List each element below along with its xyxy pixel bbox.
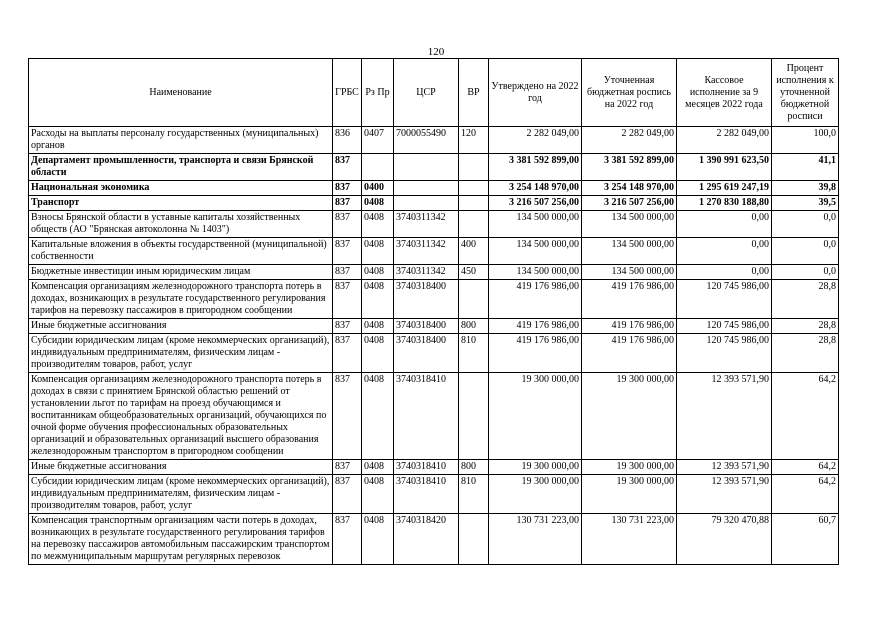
row-vr: 800: [459, 319, 489, 334]
row-vr: [459, 154, 489, 181]
row-grbs: 837: [333, 460, 362, 475]
row-rzpr: 0408: [362, 319, 394, 334]
row-approved: 3 254 148 970,00: [489, 181, 582, 196]
row-grbs: 837: [333, 334, 362, 373]
row-name: Иные бюджетные ассигнования: [29, 460, 333, 475]
row-refined: 2 282 049,00: [582, 127, 677, 154]
row-approved: 2 282 049,00: [489, 127, 582, 154]
row-name: Взносы Брянской области в уставные капиталы хозяйственных обществ (АО "Брянская автоколонна № 1403"): [29, 211, 333, 238]
row-rzpr: 0408: [362, 265, 394, 280]
header-executed: Кассовое исполнение за 9 месяцев 2022 года: [677, 59, 772, 127]
row-executed: 0,00: [677, 211, 772, 238]
row-csr: 3740318410: [394, 475, 459, 514]
row-percent: 0,0: [772, 211, 839, 238]
header-refined: Уточненная бюджетная роспись на 2022 год: [582, 59, 677, 127]
row-percent: 28,8: [772, 319, 839, 334]
row-name: Транспорт: [29, 196, 333, 211]
row-percent: 0,0: [772, 238, 839, 265]
row-approved: 3 216 507 256,00: [489, 196, 582, 211]
row-approved: 134 500 000,00: [489, 265, 582, 280]
row-approved: 134 500 000,00: [489, 238, 582, 265]
row-grbs: 837: [333, 373, 362, 460]
row-refined: 130 731 223,00: [582, 514, 677, 565]
row-name: Субсидии юридическим лицам (кроме некоммерческих организаций), индивидуальным предпринимателям, физическим лицам - производителям товаров, работ, услуг: [29, 334, 333, 373]
row-executed: 12 393 571,90: [677, 460, 772, 475]
row-name: Капитальные вложения в объекты государственной (муниципальной) собственности: [29, 238, 333, 265]
row-executed: 0,00: [677, 238, 772, 265]
row-csr: 3740311342: [394, 211, 459, 238]
row-grbs: 836: [333, 127, 362, 154]
row-name: Иные бюджетные ассигнования: [29, 319, 333, 334]
row-percent: 0,0: [772, 265, 839, 280]
row-percent: 64,2: [772, 475, 839, 514]
row-percent: 41,1: [772, 154, 839, 181]
row-csr: [394, 196, 459, 211]
row-rzpr: [362, 154, 394, 181]
table-row: [29, 154, 839, 181]
row-percent: 28,8: [772, 334, 839, 373]
row-vr: 400: [459, 238, 489, 265]
row-refined: 19 300 000,00: [582, 460, 677, 475]
header-rzpr: Рз Пр: [362, 59, 394, 127]
row-csr: 3740318400: [394, 334, 459, 373]
row-approved: 19 300 000,00: [489, 460, 582, 475]
row-refined: 3 216 507 256,00: [582, 196, 677, 211]
row-name: Департамент промышленности, транспорта и связи Брянской области: [29, 154, 333, 181]
row-grbs: 837: [333, 514, 362, 565]
row-executed: 79 320 470,88: [677, 514, 772, 565]
row-rzpr: 0408: [362, 334, 394, 373]
row-refined: 419 176 986,00: [582, 334, 677, 373]
row-rzpr: 0408: [362, 460, 394, 475]
header-approved: Утверждено на 2022 год: [489, 59, 582, 127]
row-rzpr: 0408: [362, 373, 394, 460]
row-csr: 3740318400: [394, 319, 459, 334]
row-refined: 3 254 148 970,00: [582, 181, 677, 196]
row-approved: 419 176 986,00: [489, 280, 582, 319]
row-csr: 3740318400: [394, 280, 459, 319]
row-refined: 134 500 000,00: [582, 238, 677, 265]
row-name: Расходы на выплаты персоналу государственных (муниципальных) органов: [29, 127, 333, 154]
row-percent: 100,0: [772, 127, 839, 154]
table-row: [29, 514, 839, 565]
budget-table: [28, 58, 839, 565]
row-name: Национальная экономика: [29, 181, 333, 196]
table-row: [29, 280, 839, 319]
row-executed: 1 295 619 247,19: [677, 181, 772, 196]
row-percent: 28,8: [772, 280, 839, 319]
row-grbs: 837: [333, 238, 362, 265]
row-refined: 134 500 000,00: [582, 265, 677, 280]
header-name: Наименование: [29, 59, 333, 127]
row-refined: 19 300 000,00: [582, 475, 677, 514]
row-rzpr: 0408: [362, 238, 394, 265]
row-rzpr: 0408: [362, 280, 394, 319]
table-header-row: [29, 59, 839, 127]
row-vr: 120: [459, 127, 489, 154]
row-refined: 419 176 986,00: [582, 280, 677, 319]
table-row: [29, 127, 839, 154]
row-approved: 19 300 000,00: [489, 373, 582, 460]
row-refined: 134 500 000,00: [582, 211, 677, 238]
table-row: [29, 238, 839, 265]
table-body: [29, 127, 839, 565]
row-approved: 3 381 592 899,00: [489, 154, 582, 181]
row-executed: 120 745 986,00: [677, 319, 772, 334]
row-approved: 19 300 000,00: [489, 475, 582, 514]
row-vr: [459, 196, 489, 211]
row-vr: [459, 280, 489, 319]
row-vr: 810: [459, 475, 489, 514]
row-vr: [459, 514, 489, 565]
header-percent: Процент исполнения к уточненной бюджетной росписи: [772, 59, 839, 127]
row-executed: 0,00: [677, 265, 772, 280]
row-name: Компенсация организациям железнодорожного транспорта потерь в доходах в связи с принятием Брянской областью решений от установлении льгот по тарифам на проезд обучающимся и воспитанникам общеобразовательных организаций, обучающихся по очной форме обучения профессиональных образовательных организаций и образовательных организаций высшего образования железнодорожным транспортом в пригородном сообщении: [29, 373, 333, 460]
row-percent: 39,8: [772, 181, 839, 196]
page-number: 120: [427, 46, 445, 58]
table-row: [29, 196, 839, 211]
row-grbs: 837: [333, 196, 362, 211]
row-grbs: 837: [333, 181, 362, 196]
header-vr: ВР: [459, 59, 489, 127]
row-executed: 12 393 571,90: [677, 373, 772, 460]
row-approved: 419 176 986,00: [489, 319, 582, 334]
table-row: [29, 460, 839, 475]
row-rzpr: 0408: [362, 211, 394, 238]
table-row: [29, 265, 839, 280]
row-rzpr: 0408: [362, 514, 394, 565]
row-name: Субсидии юридическим лицам (кроме некоммерческих организаций), индивидуальным предпринимателям, физическим лицам - производителям товаров, работ, услуг: [29, 475, 333, 514]
row-percent: 64,2: [772, 373, 839, 460]
row-name: Бюджетные инвестиции иным юридическим лицам: [29, 265, 333, 280]
row-vr: 450: [459, 265, 489, 280]
row-csr: [394, 154, 459, 181]
row-csr: 3740318420: [394, 514, 459, 565]
row-vr: [459, 373, 489, 460]
row-percent: 60,7: [772, 514, 839, 565]
row-rzpr: 0407: [362, 127, 394, 154]
row-vr: [459, 211, 489, 238]
row-rzpr: 0408: [362, 475, 394, 514]
row-grbs: 837: [333, 211, 362, 238]
row-csr: [394, 181, 459, 196]
row-name: Компенсация организациям железнодорожного транспорта потерь в доходах, возникающих в результате государственного регулирования тарифов на перевозку пассажиров в пригородном сообщении: [29, 280, 333, 319]
row-percent: 39,5: [772, 196, 839, 211]
row-refined: 19 300 000,00: [582, 373, 677, 460]
table-row: [29, 373, 839, 460]
row-percent: 64,2: [772, 460, 839, 475]
row-name: Компенсация транспортным организациям части потерь в доходах, возникающих в результате государственного регулирования тарифов на перевозку пассажиров автомобильным пассажирским транспортом по межмуниципальным маршрутам регулярных перевозок: [29, 514, 333, 565]
row-csr: 3740311342: [394, 238, 459, 265]
row-executed: 120 745 986,00: [677, 334, 772, 373]
row-csr: 3740318410: [394, 460, 459, 475]
row-grbs: 837: [333, 265, 362, 280]
row-vr: [459, 181, 489, 196]
row-grbs: 837: [333, 475, 362, 514]
table-row: [29, 211, 839, 238]
row-vr: 810: [459, 334, 489, 373]
header-csr: ЦСР: [394, 59, 459, 127]
table-row: [29, 475, 839, 514]
row-executed: 1 390 991 623,50: [677, 154, 772, 181]
row-csr: 3740311342: [394, 265, 459, 280]
row-executed: 1 270 830 188,80: [677, 196, 772, 211]
row-rzpr: 0400: [362, 181, 394, 196]
row-grbs: 837: [333, 280, 362, 319]
row-rzpr: 0408: [362, 196, 394, 211]
row-approved: 419 176 986,00: [489, 334, 582, 373]
row-grbs: 837: [333, 319, 362, 334]
row-csr: 7000055490: [394, 127, 459, 154]
row-approved: 134 500 000,00: [489, 211, 582, 238]
row-csr: 3740318410: [394, 373, 459, 460]
row-grbs: 837: [333, 154, 362, 181]
row-refined: 3 381 592 899,00: [582, 154, 677, 181]
header-grbs: ГРБС: [333, 59, 362, 127]
row-approved: 130 731 223,00: [489, 514, 582, 565]
table-row: [29, 334, 839, 373]
row-executed: 120 745 986,00: [677, 280, 772, 319]
row-executed: 2 282 049,00: [677, 127, 772, 154]
table-row: [29, 181, 839, 196]
table-row: [29, 319, 839, 334]
row-executed: 12 393 571,90: [677, 475, 772, 514]
row-vr: 800: [459, 460, 489, 475]
row-refined: 419 176 986,00: [582, 319, 677, 334]
